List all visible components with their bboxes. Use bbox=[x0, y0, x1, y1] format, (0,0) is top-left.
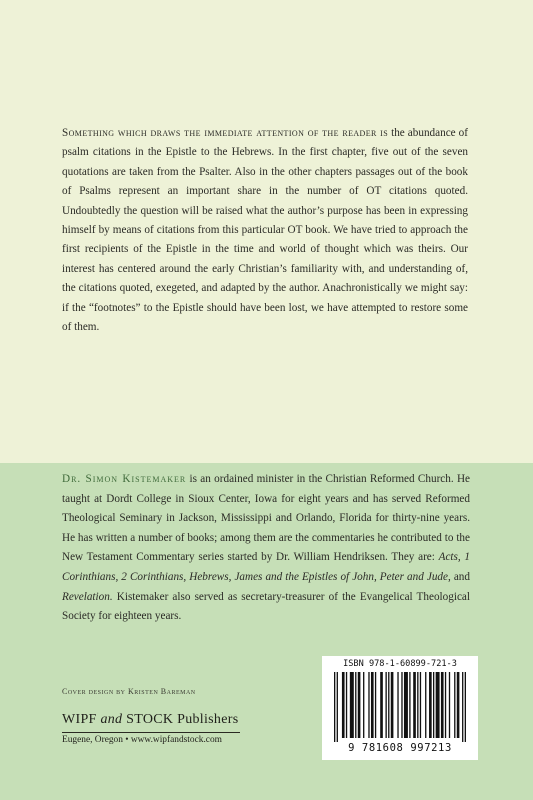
description-body: the abundance of psalm citations in the Epistle to the Hebrews. In the first chapter, five out of the seven quotations are taken from the Psalter. Also in the other chapters passages out of the book of Psalms represent an important share in the number of OT citations quoted. Undoubtedly the question will be raised what the author’s purpose has been in expressing himself by means of citations from this particular OT book. We have tried to approach the first recipients of the Epistle in the time and world of thought which was theirs. Our interest has centered around the early Christian’s familiarity with, and understanding of, the citations quoted, exegeted, and adapted by the author. Anachronistically we might say: if the “footnotes” to the Epistle should have been lost, we have attempted to restore some of them. bbox=[62, 127, 468, 334]
barcode-bar bbox=[397, 672, 398, 738]
isbn-barcode bbox=[322, 656, 478, 760]
barcode-bar bbox=[342, 672, 345, 738]
barcode-bar bbox=[358, 672, 361, 738]
publisher-divider bbox=[62, 732, 240, 733]
bio-titles: Acts, 1 Corinthians, 2 Corinthians, Hebrews, James and the Epistles of John, Peter and Jude bbox=[62, 551, 470, 583]
barcode-bar bbox=[350, 672, 354, 738]
barcode-bar bbox=[449, 672, 450, 738]
barcode-bar bbox=[388, 672, 389, 738]
publisher-part-a: WIPF bbox=[62, 712, 101, 727]
barcode-bar bbox=[454, 672, 455, 738]
barcode-bar bbox=[404, 672, 408, 738]
barcode-bar bbox=[441, 672, 444, 738]
barcode-bar bbox=[465, 672, 466, 742]
barcode-bar bbox=[391, 672, 394, 738]
description-lead: Something which draws the immediate attention of the reader is bbox=[62, 127, 389, 139]
bio-text-1: is an ordained minister in the Christian Reformed Church. He taught at Dordt College in Sioux Center, Iowa for eight years and has served Reformed Theological Seminary in Jackson, Mississippi and Orlando, Florida for thirty-nine years. He has written a number of books; among them are the commentaries he contributed to the New Testament Commentary series started by Dr. William Hendriksen. They are: bbox=[62, 473, 470, 564]
barcode-bar bbox=[371, 672, 374, 738]
book-description bbox=[62, 124, 468, 337]
barcode-bar bbox=[433, 672, 434, 738]
barcode-bar bbox=[420, 672, 421, 738]
barcode-bar bbox=[413, 672, 416, 738]
barcode-bar bbox=[462, 672, 463, 742]
publisher-and: and bbox=[100, 712, 123, 727]
publisher-part-b: STOCK Publishers bbox=[122, 712, 239, 727]
barcode-digits: 9 781608 997213 bbox=[348, 742, 452, 754]
barcode-bar bbox=[368, 672, 369, 738]
barcode-bar bbox=[429, 672, 432, 738]
publisher-location: Eugene, Oregon • www.wipfandstock.com bbox=[62, 735, 222, 745]
barcode-bar bbox=[334, 672, 335, 742]
barcode-bar bbox=[409, 672, 410, 738]
barcode-bar bbox=[425, 672, 426, 738]
barcode-bar bbox=[380, 672, 383, 738]
barcode-bar bbox=[436, 672, 440, 738]
barcode-bar bbox=[417, 672, 418, 738]
barcode-bar bbox=[457, 672, 460, 738]
bio-text-2: , and bbox=[448, 570, 470, 583]
cover-design-credit: Cover design by Kristen Bareman bbox=[62, 687, 196, 696]
barcode-bar bbox=[445, 672, 446, 738]
publisher-name bbox=[62, 712, 238, 728]
bio-text-3: Kistemaker also served as secretary-treasurer of the Evangelical Theological Society for eighteen years. bbox=[62, 590, 470, 623]
barcode-bar bbox=[337, 672, 338, 742]
barcode-bar bbox=[385, 672, 386, 738]
author-bio bbox=[62, 470, 470, 627]
barcode-bar bbox=[363, 672, 364, 738]
barcode-graphic bbox=[334, 672, 466, 742]
bio-title-last: Revelation. bbox=[62, 590, 113, 603]
author-name: Dr. Simon Kistemaker bbox=[62, 473, 187, 485]
barcode-bar bbox=[355, 672, 356, 738]
barcode-bar bbox=[346, 672, 347, 738]
barcode-bar bbox=[375, 672, 376, 738]
isbn-label: ISBN 978-1-60899-721-3 bbox=[343, 659, 457, 669]
barcode-bar bbox=[401, 672, 402, 738]
